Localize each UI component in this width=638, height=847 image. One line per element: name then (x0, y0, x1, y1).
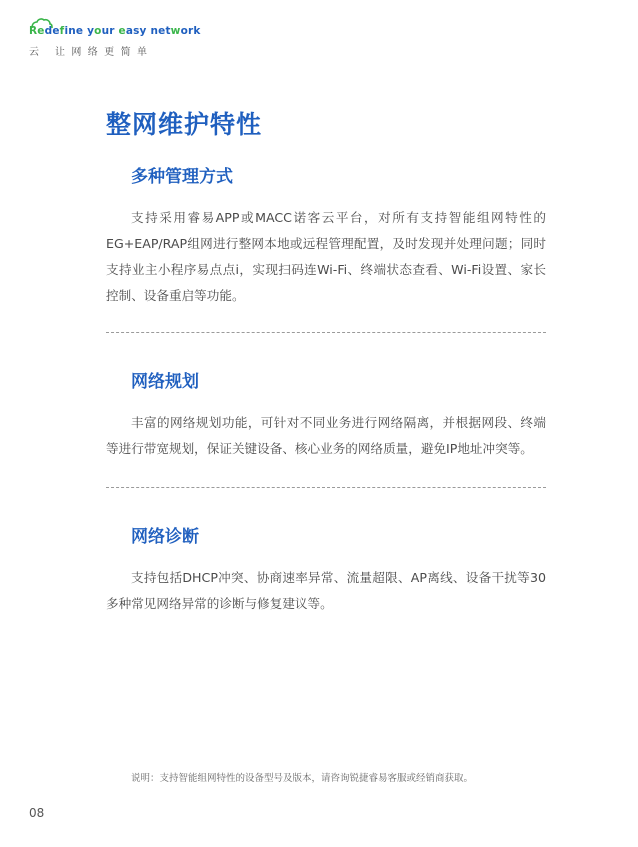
section-body: 支持包括DHCP冲突、协商速率异常、流量超限、AP离线、设备干扰等30多种常见网络异常的诊断与修复建议等。 (106, 570, 546, 611)
footnote: 说明：支持智能组网特性的设备型号及版本，请咨询锐捷睿易客服或经销商获取。 (131, 773, 474, 784)
brand-logo (29, 25, 201, 41)
cloud-icon (31, 18, 53, 28)
section-divider (106, 487, 546, 488)
logo-segment: ur (101, 25, 119, 37)
logo-segment: o (94, 25, 102, 37)
page-title: 整网维护特性 (106, 110, 263, 139)
section-divider (106, 332, 546, 333)
logo-segment: e (118, 25, 126, 37)
logo-segment: w (170, 25, 181, 37)
section-planning (106, 372, 546, 462)
brand-slogan-cn: 云 让网络更简单 (29, 47, 154, 58)
section-management (106, 167, 546, 309)
logo-segment: asy net (125, 25, 171, 37)
logo-segment: de (44, 25, 60, 37)
brand-header (29, 25, 201, 58)
section-body: 支持采用睿易APP或MACC诺客云平台，对所有支持智能组网特性的EG+EAP/RAP组网进行整网本地或远程管理配置，及时发现并处理问题；同时支持业主小程序易点点i，实现扫码连Wi-Fi、终端状态查看、Wi-Fi设置、家长控制、设备重启等功能。 (106, 210, 546, 303)
page-number: 08 (29, 806, 45, 820)
section-heading: 多种管理方式 (131, 167, 233, 187)
logo-segment: Re (29, 25, 45, 37)
brand-slogan-en (29, 25, 201, 37)
section-heading: 网络规划 (131, 372, 199, 392)
section-body: 丰富的网络规划功能，可针对不同业务进行网络隔离，并根据网段、终端等进行带宽规划，保证关键设备、核心业务的网络质量，避免IP地址冲突等。 (106, 415, 546, 456)
section-diagnosis (106, 527, 546, 617)
logo-segment: ine y (64, 25, 95, 37)
logo-segment: f (59, 25, 65, 37)
section-heading: 网络诊断 (131, 527, 199, 547)
logo-segment: ork (180, 25, 201, 37)
